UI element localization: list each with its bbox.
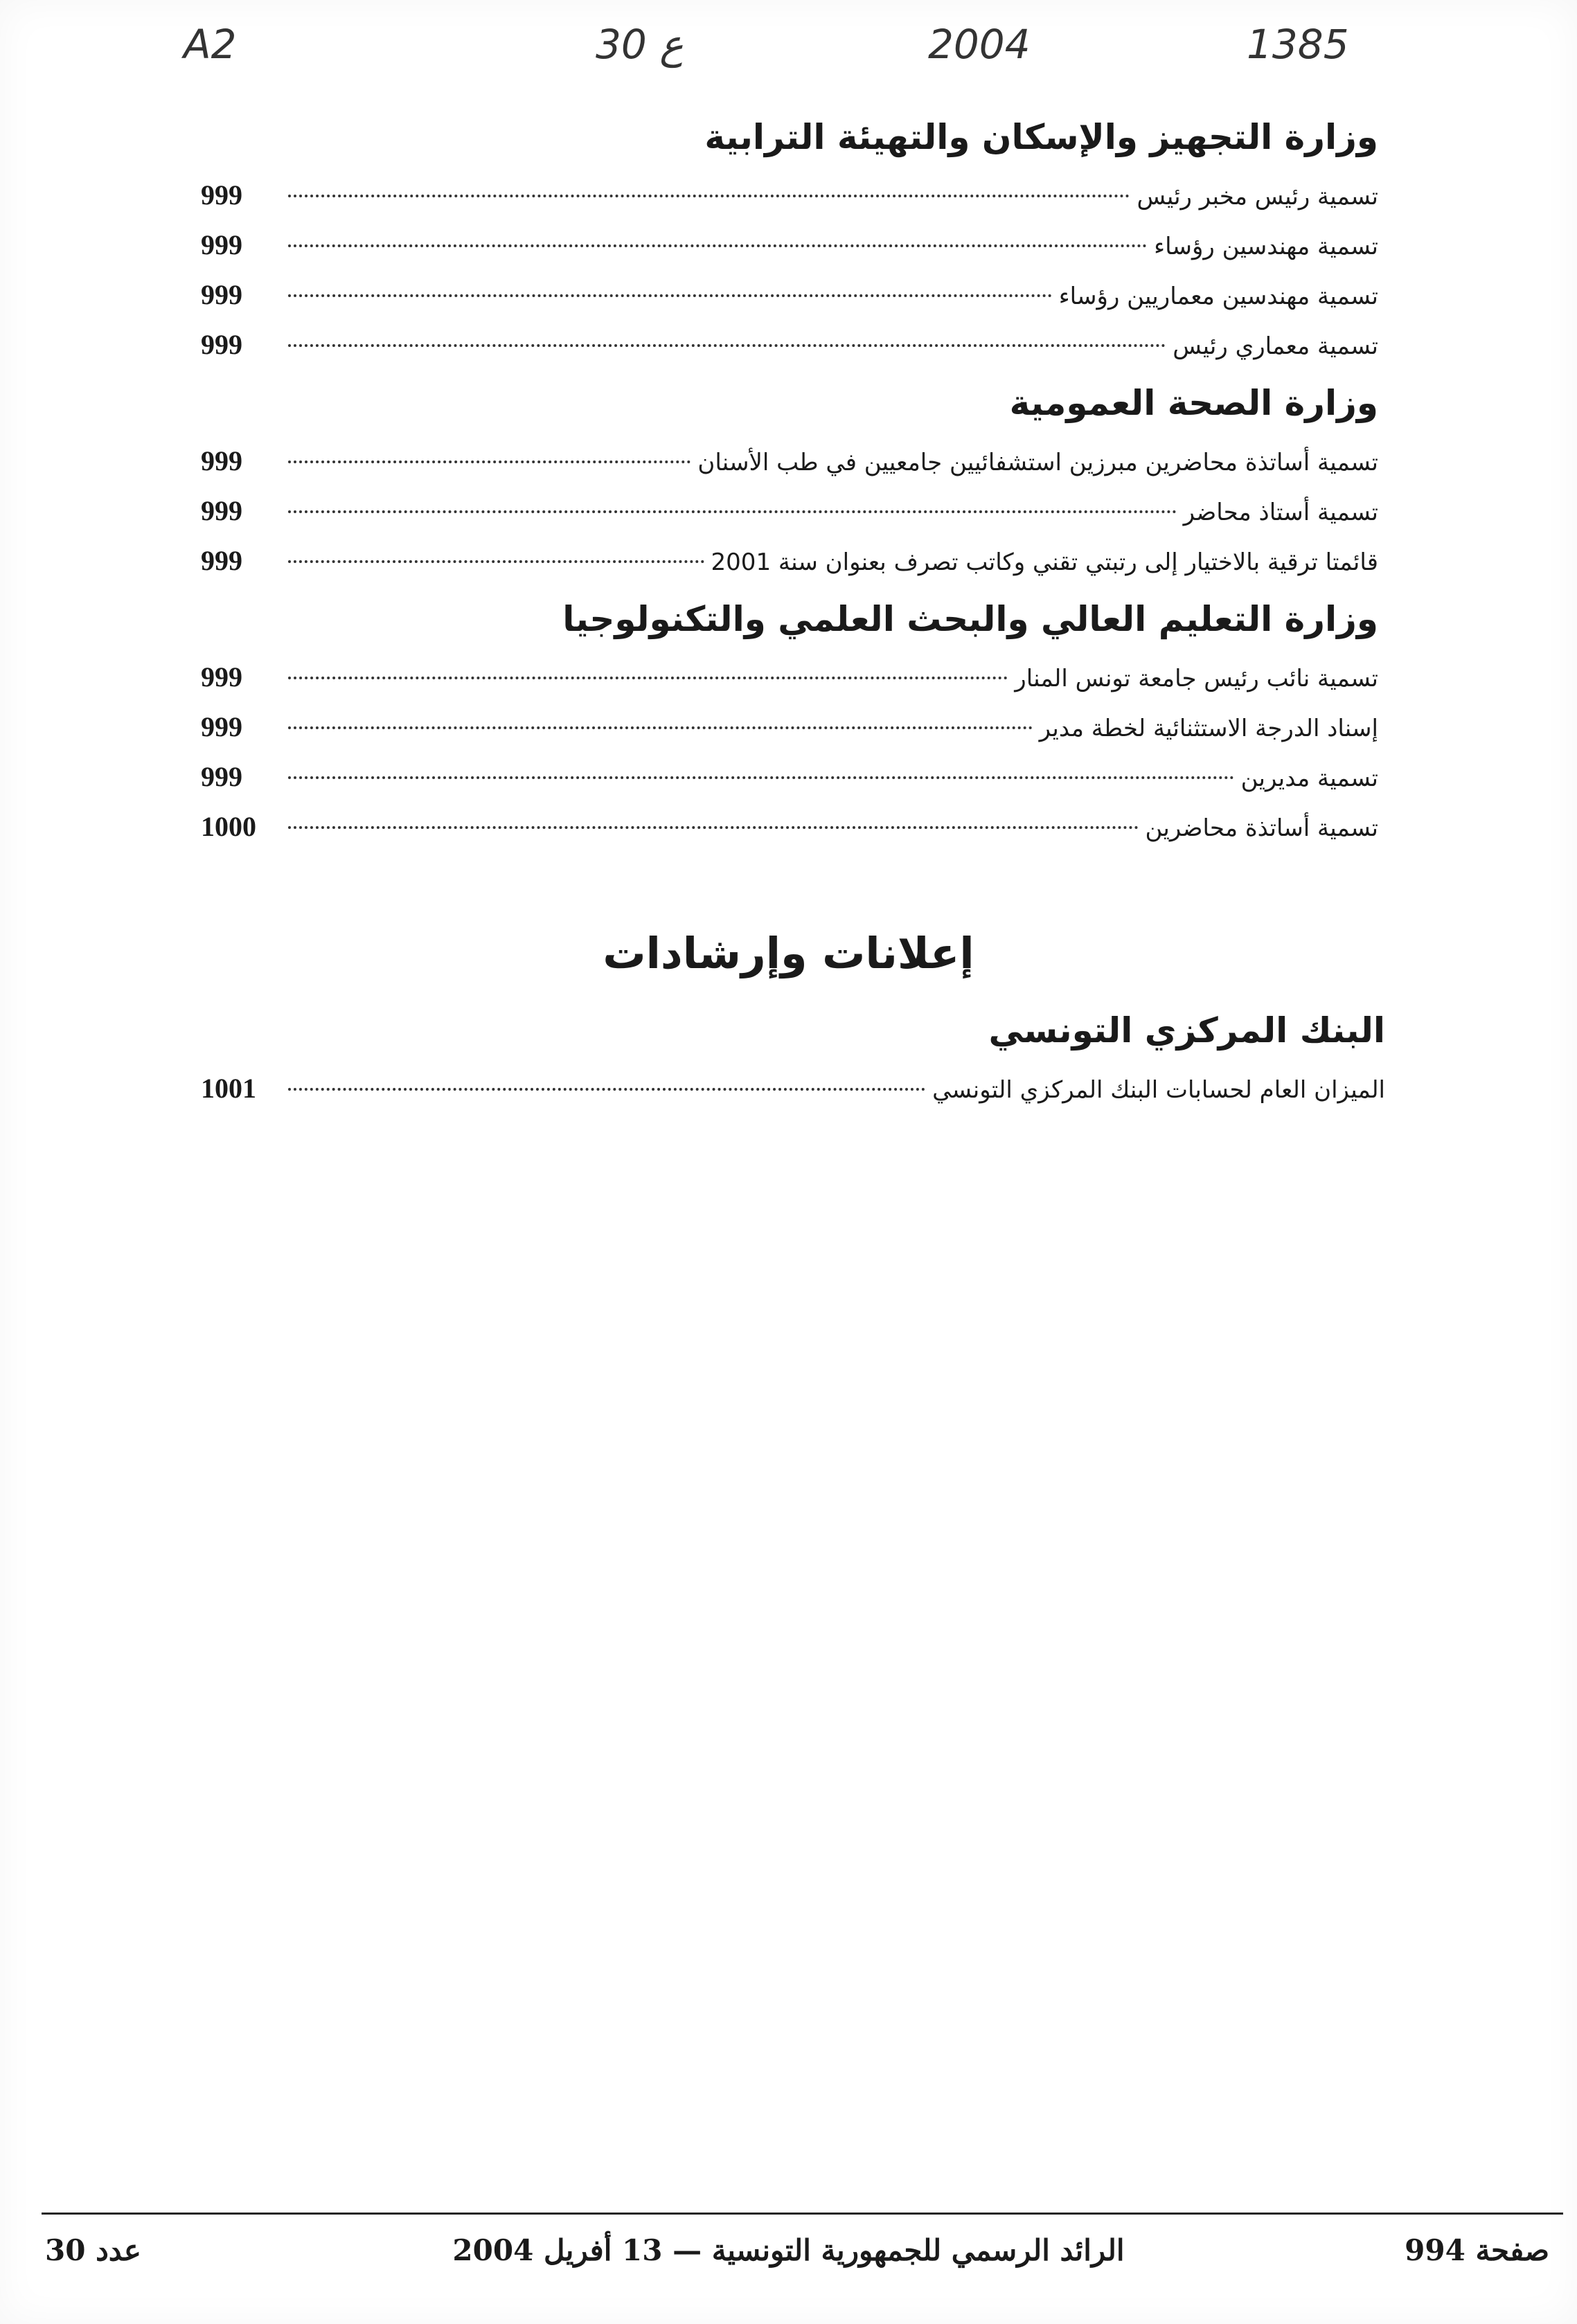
table-of-contents <box>201 104 1378 852</box>
toc-entry[interactable] <box>201 270 1378 320</box>
toc-entry-text: تسمية أستاذ محاضر <box>1183 499 1378 526</box>
dot-leader <box>288 726 1033 729</box>
dot-leader <box>288 826 1139 829</box>
ministry-heading: وزارة التجهيز والإسكان والتهيئة الترابية <box>704 117 1378 157</box>
toc-entry-text: تسمية مهندسين معماريين رؤساء <box>1058 283 1378 310</box>
dot-leader <box>288 461 691 463</box>
handwritten-mark: 1385 <box>1247 21 1349 68</box>
toc-entry[interactable] <box>201 752 1378 802</box>
announcements-section <box>201 997 1385 1114</box>
dot-leader <box>288 560 704 563</box>
toc-entry-text: تسمية مهندسين رؤساء <box>1154 233 1378 260</box>
ministry-heading: وزارة التعليم العالي والبحث العلمي والتكنولوجيا <box>562 599 1378 639</box>
toc-page-number: 1001 <box>201 1073 256 1104</box>
toc-entry-text: تسمية نائب رئيس جامعة تونس المنار <box>1015 665 1378 692</box>
toc-page-number: 999 <box>201 545 242 576</box>
dot-leader <box>288 1088 925 1091</box>
dot-leader <box>288 294 1052 297</box>
toc-entry-text: تسمية أساتذة محاضرين مبرزين استشفائيين جامعيين في طب الأسنان <box>697 449 1378 476</box>
toc-entry-text: تسمية رئيس مخبر رئيس <box>1137 183 1378 211</box>
toc-entry[interactable] <box>201 652 1378 702</box>
toc-entry-text: إسناد الدرجة الاستثنائية لخطة مدير <box>1039 715 1378 742</box>
announcements-heading: إعلانات وإرشادات <box>603 928 974 978</box>
toc-entry[interactable] <box>201 320 1378 370</box>
toc-page-number: 1000 <box>201 811 256 842</box>
footer-page-label: صفحة 994 <box>1405 2233 1549 2267</box>
toc-entry[interactable] <box>201 486 1378 536</box>
footer-journal-title: الرائد الرسمي للجمهورية التونسية — 13 أفريل 2004 <box>452 2233 1125 2267</box>
toc-page-number: 999 <box>201 711 242 742</box>
dot-leader <box>288 195 1130 197</box>
toc-entry[interactable] <box>201 1064 1385 1114</box>
toc-page-number: 999 <box>201 445 242 476</box>
dot-leader <box>288 510 1177 513</box>
toc-page-number: 999 <box>201 495 242 526</box>
toc-page-number: 999 <box>201 329 242 360</box>
toc-page-number: 999 <box>201 661 242 692</box>
toc-entry[interactable] <box>201 436 1378 486</box>
toc-entry[interactable] <box>201 702 1378 752</box>
toc-entry[interactable] <box>201 802 1378 852</box>
dot-leader <box>288 677 1008 679</box>
footer-rule <box>42 2213 1563 2215</box>
toc-page-number: 999 <box>201 179 242 211</box>
dot-leader <box>288 244 1147 247</box>
handwritten-mark: 30 ع <box>596 21 684 68</box>
toc-entry-text: قائمتا ترقية بالاختيار إلى رتبتي تقني وكاتب تصرف بعنوان سنة 2001 <box>711 548 1378 576</box>
dot-leader <box>288 776 1234 779</box>
footer-issue-label: عدد 30 <box>45 2233 141 2267</box>
ministry-heading: وزارة الصحة العمومية <box>1009 383 1378 423</box>
toc-entry-text: تسمية معماري رئيس <box>1173 332 1378 360</box>
toc-page-number: 999 <box>201 761 242 792</box>
toc-entry-text: الميزان العام لحسابات البنك المركزي التونسي <box>932 1076 1385 1104</box>
toc-page-number: 999 <box>201 279 242 310</box>
toc-entry[interactable] <box>201 170 1378 220</box>
dot-leader <box>288 344 1166 347</box>
toc-entry[interactable] <box>201 220 1378 270</box>
bank-heading: البنك المركزي التونسي <box>988 1010 1385 1051</box>
toc-page-number: 999 <box>201 229 242 260</box>
toc-entry[interactable] <box>201 536 1378 586</box>
handwritten-mark: A2 <box>184 21 237 68</box>
toc-entry-text: تسمية مديرين <box>1240 765 1378 792</box>
toc-entry-text: تسمية أساتذة محاضرين <box>1145 814 1378 842</box>
handwritten-mark: 2004 <box>928 21 1031 68</box>
